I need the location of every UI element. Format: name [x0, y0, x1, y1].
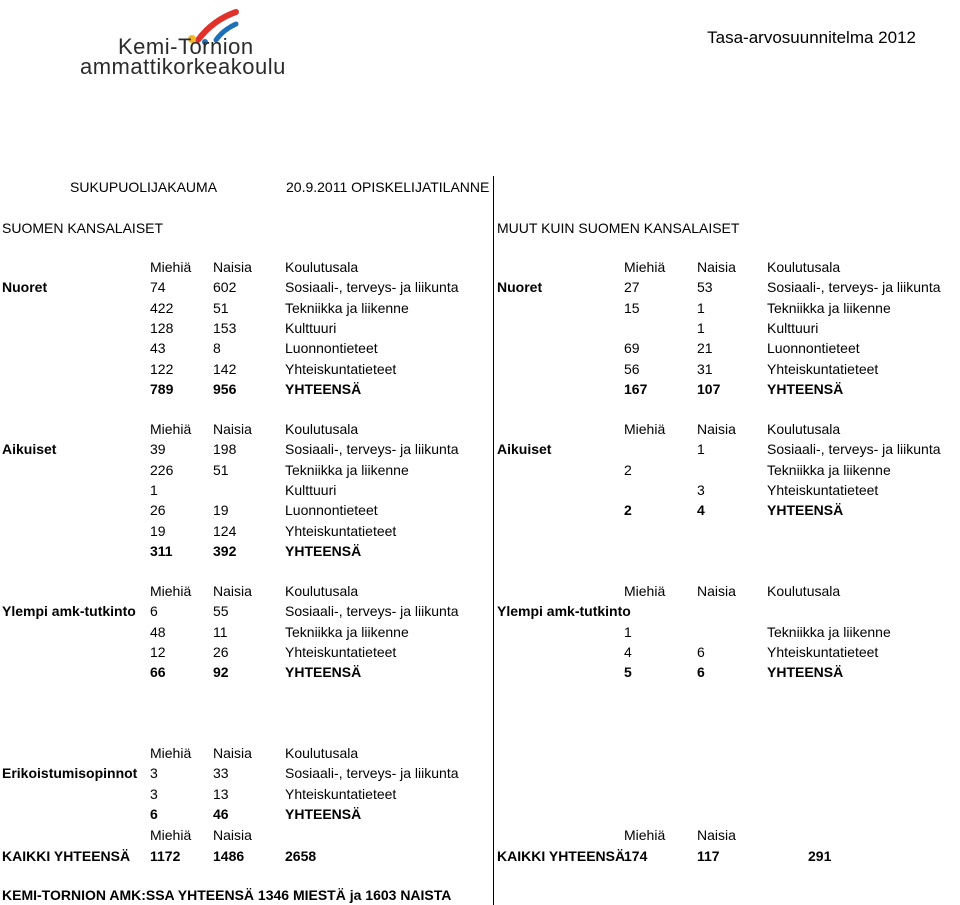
left-cell-koulutusala: Luonnontieteet — [285, 340, 378, 357]
right-header-miehia: Miehiä — [624, 259, 666, 275]
left-cell-miehia: 48 — [150, 623, 166, 640]
left-cell-miehia: 128 — [150, 319, 174, 336]
totals-header-miehia-right: Miehiä — [624, 827, 666, 843]
left-total-miehia: 789 — [150, 380, 174, 397]
right-group-label: Nuoret — [497, 279, 543, 296]
left-cell-koulutusala: Luonnontieteet — [285, 502, 378, 519]
right-group-label: Aikuiset — [497, 441, 552, 458]
left-cell-miehia: 26 — [150, 502, 166, 519]
left-cell-naisia: 33 — [213, 765, 229, 782]
left-cell-naisia: 142 — [213, 360, 237, 377]
left-cell-koulutusala: Sosiaali-, terveys- ja liikunta — [285, 603, 459, 620]
left-header-naisia: Naisia — [213, 583, 252, 599]
right-cell-naisia: 1 — [697, 441, 705, 458]
right-cell-koulutusala: Luonnontieteet — [767, 340, 860, 357]
title-sukupuolijakauma: SUKUPUOLIJAKAUMA — [70, 179, 218, 195]
left-group-label: Aikuiset — [2, 441, 57, 458]
left-cell-naisia: 51 — [213, 461, 229, 478]
left-header-koulutusala: Koulutusala — [285, 583, 359, 599]
left-cell-naisia: 198 — [213, 441, 237, 458]
left-cell-koulutusala: Tekniikka ja liikenne — [285, 623, 409, 640]
grand-total-all-right: 291 — [808, 848, 832, 864]
totals-header-naisia-left: Naisia — [213, 827, 252, 843]
right-total-naisia: 6 — [697, 664, 705, 681]
right-total-naisia: 4 — [697, 502, 705, 519]
grand-total-all-left: 2658 — [285, 848, 317, 864]
grand-total-miehia-right: 174 — [624, 848, 648, 864]
left-cell-koulutusala: Kulttuuri — [285, 481, 337, 498]
right-group-label: Ylempi amk-tutkinto — [497, 603, 631, 620]
right-total-label: YHTEENSÄ — [767, 380, 844, 397]
right-cell-koulutusala: Tekniikka ja liikenne — [767, 623, 891, 640]
right-cell-koulutusala: Yhteiskuntatieteet — [767, 643, 879, 660]
left-cell-koulutusala: Yhteiskuntatieteet — [285, 785, 397, 802]
right-cell-koulutusala: Kulttuuri — [767, 319, 819, 336]
right-total-miehia: 167 — [624, 380, 648, 397]
left-total-naisia: 92 — [213, 664, 229, 681]
left-cell-koulutusala: Yhteiskuntatieteet — [285, 360, 397, 377]
right-cell-koulutusala: Sosiaali-, terveys- ja liikunta — [767, 441, 941, 458]
left-cell-miehia: 74 — [150, 279, 166, 296]
right-total-label: YHTEENSÄ — [767, 664, 844, 681]
grand-total-label-left: KAIKKI YHTEENSÄ — [2, 848, 131, 864]
document-title: Tasa-arvosuunnitelma 2012 — [707, 28, 916, 47]
left-header-miehia: Miehiä — [150, 745, 192, 761]
left-cell-miehia: 3 — [150, 765, 158, 782]
left-header-naisia: Naisia — [213, 259, 252, 275]
left-header-naisia: Naisia — [213, 421, 252, 437]
left-cell-naisia: 153 — [213, 319, 237, 336]
right-cell-miehia: 4 — [624, 643, 632, 660]
title-date: 20.9.2011 OPISKELIJATILANNE — [286, 179, 490, 195]
left-total-miehia: 66 — [150, 664, 166, 681]
left-cell-naisia: 55 — [213, 603, 229, 620]
left-cell-miehia: 39 — [150, 441, 166, 458]
right-cell-miehia: 15 — [624, 299, 640, 316]
left-header-miehia: Miehiä — [150, 259, 192, 275]
left-header-koulutusala: Koulutusala — [285, 745, 359, 761]
left-cell-naisia: 26 — [213, 643, 229, 660]
left-cell-naisia: 602 — [213, 279, 237, 296]
right-cell-naisia: 3 — [697, 481, 705, 498]
right-total-miehia: 5 — [624, 664, 632, 681]
right-cell-koulutusala: Tekniikka ja liikenne — [767, 299, 891, 316]
left-cell-naisia: 11 — [213, 623, 228, 640]
left-cell-koulutusala: Yhteiskuntatieteet — [285, 522, 397, 539]
left-total-miehia: 6 — [150, 805, 158, 822]
left-total-label: YHTEENSÄ — [285, 380, 362, 397]
left-cell-naisia: 13 — [213, 785, 229, 802]
left-total-miehia: 311 — [150, 542, 173, 559]
right-cell-koulutusala: Sosiaali-, terveys- ja liikunta — [767, 279, 941, 296]
right-cell-miehia: 69 — [624, 340, 640, 357]
left-cell-miehia: 226 — [150, 461, 174, 478]
left-header-naisia: Naisia — [213, 745, 252, 761]
left-total-naisia: 392 — [213, 542, 237, 559]
left-group-label: Ylempi amk-tutkinto — [2, 603, 136, 620]
left-cell-naisia: 51 — [213, 299, 229, 316]
grand-total-naisia-right: 117 — [697, 848, 720, 864]
right-cell-miehia: 27 — [624, 279, 640, 296]
left-cell-miehia: 3 — [150, 785, 158, 802]
left-cell-miehia: 122 — [150, 360, 174, 377]
left-cell-miehia: 6 — [150, 603, 158, 620]
right-header-naisia: Naisia — [697, 259, 736, 275]
totals-header-miehia-left: Miehiä — [150, 827, 192, 843]
left-total-label: YHTEENSÄ — [285, 805, 362, 822]
left-header-miehia: Miehiä — [150, 421, 192, 437]
right-cell-naisia: 31 — [697, 360, 713, 377]
left-group-label: Erikoistumisopinnot — [2, 765, 138, 782]
right-header-koulutusala: Koulutusala — [767, 421, 841, 437]
right-total-miehia: 2 — [624, 502, 632, 519]
right-header-naisia: Naisia — [697, 583, 736, 599]
school-logo — [78, 6, 378, 78]
left-header-koulutusala: Koulutusala — [285, 259, 359, 275]
left-cell-naisia: 19 — [213, 502, 229, 519]
footer-summary: KEMI-TORNION AMK:SSA YHTEENSÄ 1346 MIESTÄ ja 1603 NAISTA — [2, 887, 452, 903]
left-cell-koulutusala: Tekniikka ja liikenne — [285, 299, 409, 316]
left-header-miehia: Miehiä — [150, 583, 192, 599]
left-cell-miehia: 422 — [150, 299, 174, 316]
right-header-koulutusala: Koulutusala — [767, 259, 841, 275]
title-suomen-kansalaiset: SUOMEN KANSALAISET — [2, 220, 164, 236]
left-header-koulutusala: Koulutusala — [285, 421, 359, 437]
right-header-naisia: Naisia — [697, 421, 736, 437]
column-divider — [493, 176, 494, 905]
right-cell-koulutusala: Yhteiskuntatieteet — [767, 360, 879, 377]
right-total-label: YHTEENSÄ — [767, 502, 844, 519]
right-cell-naisia: 1 — [697, 299, 705, 316]
left-cell-koulutusala: Sosiaali-, terveys- ja liikunta — [285, 441, 459, 458]
grand-total-label-right: KAIKKI YHTEENSÄ — [497, 848, 626, 864]
grand-total-naisia-left: 1486 — [213, 848, 245, 864]
right-cell-miehia: 2 — [624, 461, 632, 478]
left-total-naisia: 46 — [213, 805, 229, 822]
right-cell-naisia: 53 — [697, 279, 713, 296]
right-cell-miehia: 56 — [624, 360, 640, 377]
left-cell-miehia: 43 — [150, 340, 166, 357]
left-cell-koulutusala: Sosiaali-, terveys- ja liikunta — [285, 765, 459, 782]
left-cell-koulutusala: Tekniikka ja liikenne — [285, 461, 409, 478]
right-header-miehia: Miehiä — [624, 421, 666, 437]
right-cell-koulutusala: Tekniikka ja liikenne — [767, 461, 891, 478]
left-cell-miehia: 19 — [150, 522, 166, 539]
right-total-naisia: 107 — [697, 380, 721, 397]
right-cell-koulutusala: Yhteiskuntatieteet — [767, 481, 879, 498]
right-cell-naisia: 1 — [697, 319, 705, 336]
right-cell-naisia: 21 — [697, 340, 713, 357]
left-cell-koulutusala: Yhteiskuntatieteet — [285, 643, 397, 660]
left-group-label: Nuoret — [2, 279, 48, 296]
left-cell-koulutusala: Sosiaali-, terveys- ja liikunta — [285, 279, 459, 296]
left-cell-naisia: 8 — [213, 340, 221, 357]
logo-text-line1: Kemi-Tornion — [118, 34, 254, 59]
right-header-miehia: Miehiä — [624, 583, 666, 599]
right-cell-naisia: 6 — [697, 643, 705, 660]
left-cell-naisia: 124 — [213, 522, 237, 539]
left-cell-koulutusala: Kulttuuri — [285, 319, 337, 336]
totals-header-naisia-right: Naisia — [697, 827, 736, 843]
left-cell-miehia: 1 — [150, 481, 158, 498]
title-muut-kansalaiset: MUUT KUIN SUOMEN KANSALAISET — [497, 220, 740, 236]
right-cell-miehia: 1 — [624, 623, 632, 640]
left-cell-miehia: 12 — [150, 643, 166, 660]
logo-text-line2: ammattikorkeakoulu — [80, 54, 286, 79]
grand-total-miehia-left: 1172 — [150, 848, 181, 864]
left-total-label: YHTEENSÄ — [285, 664, 362, 681]
right-header-koulutusala: Koulutusala — [767, 583, 841, 599]
left-total-naisia: 956 — [213, 380, 237, 397]
left-total-label: YHTEENSÄ — [285, 542, 362, 559]
